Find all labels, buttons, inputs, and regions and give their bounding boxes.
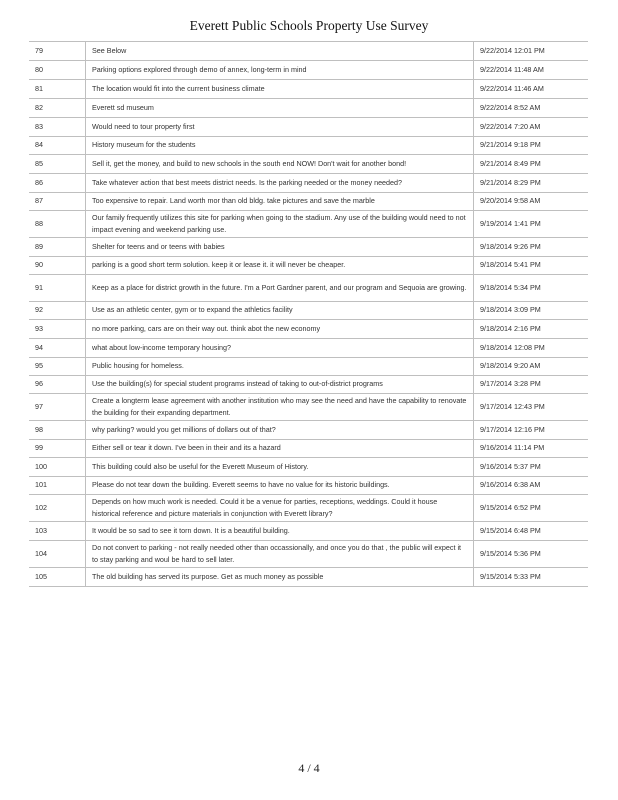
table-row <box>29 358 588 376</box>
response-number: 103 <box>29 522 86 541</box>
response-text: Create a longterm lease agreement with another institution who may see the need and have the capability to renovate the building for their expanding department. <box>86 394 474 421</box>
response-date: 9/21/2014 8:29 PM <box>474 174 589 193</box>
response-text: Sell it, get the money, and build to new schools in the south end NOW! Don't wait for another bond! <box>86 155 474 174</box>
response-date: 9/21/2014 8:49 PM <box>474 155 589 174</box>
response-date: 9/16/2014 6:38 AM <box>474 477 589 495</box>
response-number: 92 <box>29 302 86 320</box>
table-row <box>29 155 588 174</box>
response-number: 87 <box>29 193 86 211</box>
response-date: 9/21/2014 9:18 PM <box>474 137 589 155</box>
response-date: 9/18/2014 12:08 PM <box>474 339 589 358</box>
table-row <box>29 118 588 137</box>
response-number: 93 <box>29 320 86 339</box>
page-indicator: 4 / 4 <box>298 761 320 775</box>
table-row <box>29 302 588 320</box>
response-number: 101 <box>29 477 86 495</box>
response-text: parking is a good short term solution. keep it or lease it. it will never be cheaper. <box>86 257 474 275</box>
response-number: 84 <box>29 137 86 155</box>
response-text: Take whatever action that best meets district needs. Is the parking needed or the money needed? <box>86 174 474 193</box>
response-text: Our family frequently utilizes this site for parking when going to the stadium. Any use of the building would need to not impact evening and weekend parking use. <box>86 211 474 238</box>
response-date: 9/18/2014 3:09 PM <box>474 302 589 320</box>
table-row <box>29 376 588 394</box>
table-row <box>29 568 588 587</box>
response-number: 80 <box>29 61 86 80</box>
response-date: 9/15/2014 6:48 PM <box>474 522 589 541</box>
table-row <box>29 522 588 541</box>
response-date: 9/22/2014 8:52 AM <box>474 99 589 118</box>
response-date: 9/18/2014 5:41 PM <box>474 257 589 275</box>
response-text: The old building has served its purpose. Get as much money as possible <box>86 568 474 587</box>
response-date: 9/16/2014 5:37 PM <box>474 458 589 477</box>
response-date: 9/22/2014 7:20 AM <box>474 118 589 137</box>
table-row <box>29 440 588 458</box>
table-row <box>29 495 588 522</box>
responses-table <box>29 41 588 587</box>
response-number: 102 <box>29 495 86 522</box>
response-text: Use the building(s) for special student programs instead of taking to out-of-district programs <box>86 376 474 394</box>
table-row <box>29 193 588 211</box>
response-number: 91 <box>29 275 86 302</box>
response-text: Use as an athletic center, gym or to expand the athletics facility <box>86 302 474 320</box>
response-date: 9/17/2014 3:28 PM <box>474 376 589 394</box>
response-text: what about low-income temporary housing? <box>86 339 474 358</box>
response-text: Everett sd museum <box>86 99 474 118</box>
table-row <box>29 541 588 568</box>
response-date: 9/22/2014 11:48 AM <box>474 61 589 80</box>
response-date: 9/22/2014 12:01 PM <box>474 42 589 61</box>
response-text: This building could also be useful for the Everett Museum of History. <box>86 458 474 477</box>
table-row <box>29 61 588 80</box>
response-date: 9/20/2014 9:58 AM <box>474 193 589 211</box>
response-date: 9/18/2014 5:34 PM <box>474 275 589 302</box>
response-text: Please do not tear down the building. Everett seems to have no value for its historic buildings. <box>86 477 474 495</box>
response-number: 97 <box>29 394 86 421</box>
response-number: 100 <box>29 458 86 477</box>
response-text: The location would fit into the current business climate <box>86 80 474 99</box>
response-number: 79 <box>29 42 86 61</box>
response-number: 98 <box>29 421 86 440</box>
table-row <box>29 275 588 302</box>
response-number: 96 <box>29 376 86 394</box>
response-text: Either sell or tear it down. I've been in their and its a hazard <box>86 440 474 458</box>
response-text: Parking options explored through demo of annex, long-term in mind <box>86 61 474 80</box>
response-date: 9/18/2014 2:16 PM <box>474 320 589 339</box>
response-text: Depends on how much work is needed. Could it be a venue for parties, receptions, weddings. Could it house historical reference and picture materials in conjunction with Everett library? <box>86 495 474 522</box>
response-number: 88 <box>29 211 86 238</box>
response-number: 83 <box>29 118 86 137</box>
response-number: 86 <box>29 174 86 193</box>
table-row <box>29 257 588 275</box>
table-row <box>29 80 588 99</box>
table-row <box>29 137 588 155</box>
table-row <box>29 394 588 421</box>
response-number: 81 <box>29 80 86 99</box>
response-number: 105 <box>29 568 86 587</box>
response-date: 9/18/2014 9:26 PM <box>474 238 589 257</box>
response-date: 9/15/2014 5:36 PM <box>474 541 589 568</box>
response-date: 9/19/2014 1:41 PM <box>474 211 589 238</box>
response-date: 9/18/2014 9:20 AM <box>474 358 589 376</box>
response-number: 104 <box>29 541 86 568</box>
response-text: why parking? would you get millions of dollars out of that? <box>86 421 474 440</box>
table-row <box>29 458 588 477</box>
response-text: It would be so sad to see it torn down. It is a beautiful building. <box>86 522 474 541</box>
response-text: Do not convert to parking - not really needed other than occassionally, and once you do that , the public will expect it to stay parking and woul be hard to sell later. <box>86 541 474 568</box>
responses-table-body <box>29 42 588 587</box>
response-text: Public housing for homeless. <box>86 358 474 376</box>
response-text: no more parking, cars are on their way out. think abot the new economy <box>86 320 474 339</box>
response-number: 95 <box>29 358 86 376</box>
response-date: 9/15/2014 5:33 PM <box>474 568 589 587</box>
response-date: 9/15/2014 6:52 PM <box>474 495 589 522</box>
response-text: History museum for the students <box>86 137 474 155</box>
page-title: Everett Public Schools Property Use Survey <box>189 18 429 33</box>
response-number: 94 <box>29 339 86 358</box>
response-text: Would need to tour property first <box>86 118 474 137</box>
response-date: 9/17/2014 12:16 PM <box>474 421 589 440</box>
response-text: Shelter for teens and or teens with babies <box>86 238 474 257</box>
table-row <box>29 42 588 61</box>
response-date: 9/17/2014 12:43 PM <box>474 394 589 421</box>
table-row <box>29 339 588 358</box>
response-number: 82 <box>29 99 86 118</box>
response-text: Too expensive to repair. Land worth mor than old bldg. take pictures and save the marble <box>86 193 474 211</box>
table-row <box>29 238 588 257</box>
table-row <box>29 320 588 339</box>
table-row <box>29 99 588 118</box>
response-date: 9/16/2014 11:14 PM <box>474 440 589 458</box>
table-row <box>29 477 588 495</box>
table-row <box>29 174 588 193</box>
response-number: 89 <box>29 238 86 257</box>
response-number: 90 <box>29 257 86 275</box>
response-date: 9/22/2014 11:46 AM <box>474 80 589 99</box>
response-text: See Below <box>86 42 474 61</box>
response-number: 85 <box>29 155 86 174</box>
table-row <box>29 211 588 238</box>
response-text: Keep as a place for district growth in the future. I'm a Port Gardner parent, and our program and Sequoia are growing. <box>86 275 474 302</box>
table-row <box>29 421 588 440</box>
response-number: 99 <box>29 440 86 458</box>
